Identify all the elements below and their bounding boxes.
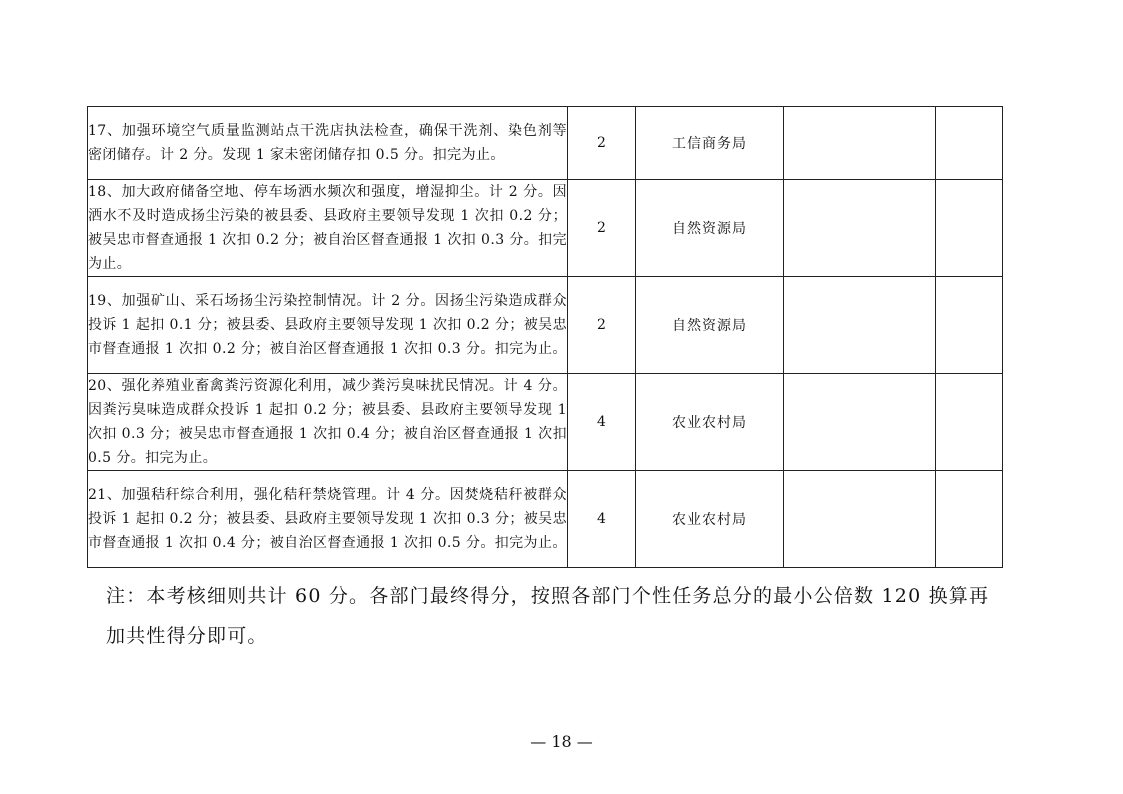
task-description: 19、加强矿山、采石场扬尘污染控制情况。计 2 分。因扬尘污染造成群众投诉 1 起扣 0.1 分；被县委、县政府主要领导发现 1 次扣 0.2 分；被吴忠市督查通报 1 次扣 0.2 分；被自治区督查通报 1 次扣 0.3 分。扣完为止。: [88, 277, 568, 374]
empty-cell: [784, 277, 936, 374]
table-row: [88, 471, 1003, 568]
empty-cell: [936, 471, 1003, 568]
table-row: [88, 180, 1003, 277]
table-row: [88, 107, 1003, 180]
task-score: 2: [568, 277, 636, 374]
responsible-department: 农业农村局: [636, 471, 784, 568]
empty-cell: [784, 374, 936, 471]
table-row: [88, 374, 1003, 471]
responsible-department: 工信商务局: [636, 107, 784, 180]
empty-cell: [936, 374, 1003, 471]
responsible-department: 自然资源局: [636, 277, 784, 374]
assessment-table: [87, 106, 1003, 568]
task-score: 4: [568, 374, 636, 471]
responsible-department: 农业农村局: [636, 374, 784, 471]
responsible-department: 自然资源局: [636, 180, 784, 277]
footnote: 注：本考核细则共计 60 分。各部门最终得分，按照各部门个性任务总分的最小公倍数 120 换算再加共性得分即可。: [106, 585, 990, 647]
empty-cell: [936, 107, 1003, 180]
empty-cell: [784, 107, 936, 180]
task-score: 2: [568, 107, 636, 180]
task-score: 2: [568, 180, 636, 277]
task-description: 18、加大政府储备空地、停车场洒水频次和强度，增湿抑尘。计 2 分。因洒水不及时造成扬尘污染的被县委、县政府主要领导发现 1 次扣 0.2 分；被吴忠市督查通报 1 次扣 0.2 分；被自治区督查通报 1 次扣 0.3 分。扣完为止。: [88, 180, 568, 277]
table-row: [88, 277, 1003, 374]
page-number: — 18 —: [530, 732, 593, 751]
task-description: 21、加强秸秆综合利用，强化秸秆禁烧管理。计 4 分。因焚烧秸秆被群众投诉 1 起扣 0.2 分；被县委、县政府主要领导发现 1 次扣 0.3 分；被吴忠市督查通报 1 次扣 0.4 分；被自治区督查通报 1 次扣 0.5 分。扣完为止。: [88, 471, 568, 568]
task-description: 20、强化养殖业畜禽粪污资源化利用，减少粪污臭味扰民情况。计 4 分。因粪污臭味造成群众投诉 1 起扣 0.2 分；被县委、县政府主要领导发现 1 次扣 0.3 分；被吴忠市督查通报 1 次扣 0.4 分；被自治区督查通报 1 次扣 0.5 分。扣完为止。: [88, 374, 568, 471]
empty-cell: [784, 180, 936, 277]
empty-cell: [936, 180, 1003, 277]
empty-cell: [784, 471, 936, 568]
empty-cell: [936, 277, 1003, 374]
task-score: 4: [568, 471, 636, 568]
task-description: 17、加强环境空气质量监测站点干洗店执法检查，确保干洗剂、染色剂等密闭储存。计 2 分。发现 1 家未密闭储存扣 0.5 分。扣完为止。: [88, 107, 568, 180]
